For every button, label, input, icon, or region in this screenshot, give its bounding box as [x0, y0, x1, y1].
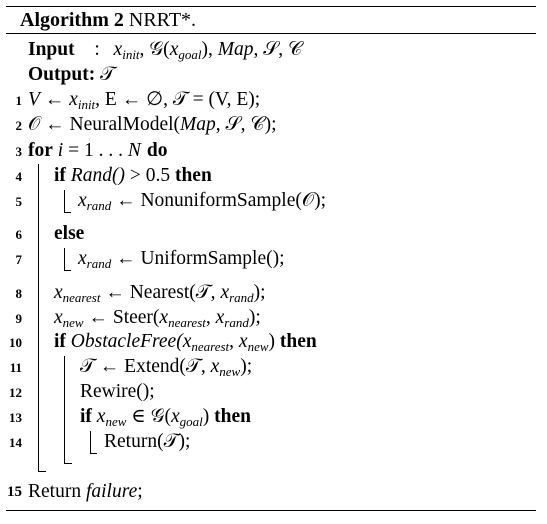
- line-number: 15: [7, 484, 22, 500]
- sub-nearest: nearest: [168, 315, 206, 330]
- close-paren: );: [248, 307, 261, 328]
- kw-then: then: [279, 331, 317, 352]
- input-sets: , 𝒮, 𝒞: [253, 39, 303, 60]
- var-i: i: [52, 140, 64, 161]
- input-goal-set: , 𝒢(: [139, 39, 170, 60]
- input-sep-2: ),: [201, 39, 218, 60]
- var-x: x: [54, 307, 63, 328]
- var-v: V: [28, 89, 40, 110]
- output-value: 𝒯: [100, 64, 115, 85]
- sub-init: init: [77, 97, 96, 112]
- sub-new: new: [219, 364, 241, 379]
- fn-rand: Rand(): [65, 165, 125, 186]
- line-number: 5: [15, 194, 22, 209]
- else-block-bar: [64, 248, 65, 270]
- arrow: ←: [39, 89, 70, 110]
- line-number: 13: [9, 410, 22, 425]
- range: = 1 . . .: [63, 140, 128, 161]
- input-label: Input: [28, 39, 75, 60]
- compare: > 0.5: [124, 165, 175, 186]
- kw-if: if: [54, 165, 66, 186]
- algorithm-name: NRRT*.: [128, 9, 197, 31]
- input-x-goal: x: [169, 39, 179, 60]
- var-x: x: [182, 331, 192, 352]
- semicolon: ;: [137, 481, 143, 502]
- line-number: 2: [15, 118, 22, 133]
- obstacle-free-fn: ObstacleFree(: [65, 331, 183, 352]
- close-paren: );: [240, 356, 253, 377]
- line-number: 9: [15, 311, 22, 326]
- line-number: 6: [15, 227, 22, 242]
- line-number: 7: [15, 252, 22, 267]
- var-x: x: [78, 190, 87, 211]
- var-o: 𝒪: [28, 114, 41, 135]
- return-tree: Return(𝒯);: [104, 431, 191, 452]
- close-paren: ): [202, 406, 215, 427]
- sub-new: new: [247, 339, 269, 354]
- in-goal: ∈ 𝒢(: [126, 406, 171, 427]
- nearest-fn: ← Nearest(𝒯,: [100, 282, 221, 303]
- obstacle-block-foot: [64, 463, 72, 464]
- close-paren: );: [253, 282, 266, 303]
- sub-rand: rand: [86, 256, 112, 271]
- var-x: x: [91, 406, 106, 427]
- sub-rand: rand: [224, 315, 249, 330]
- input-x-init-sub: init: [122, 47, 140, 62]
- line-number: 14: [9, 435, 22, 450]
- var-x: x: [69, 89, 78, 110]
- top-rule: [6, 6, 536, 7]
- line-1-rest: , E ← ∅, 𝒯 = (V, E);: [95, 89, 261, 110]
- failure-value: failure: [85, 481, 138, 502]
- var-x: x: [220, 282, 230, 303]
- uniform-sample: ← UniformSample();: [111, 248, 285, 269]
- sub-nearest: nearest: [191, 339, 230, 354]
- kw-then: then: [174, 165, 212, 186]
- title-rule: [6, 33, 536, 34]
- line-number: 11: [9, 360, 22, 375]
- var-x: x: [170, 406, 180, 427]
- nonuniform-sample: ← NonuniformSample(𝒪);: [111, 190, 327, 211]
- input-x-goal-sub: goal: [178, 47, 202, 62]
- line-number: 1: [15, 93, 22, 108]
- close-paren: ): [268, 331, 280, 352]
- input-x-init: x: [113, 39, 123, 60]
- sub-new: new: [105, 414, 127, 429]
- line-number: 8: [15, 286, 22, 301]
- kw-do: do: [146, 140, 168, 161]
- goal-block-foot: [90, 453, 97, 454]
- var-x: x: [215, 307, 225, 328]
- var-n: N: [127, 140, 141, 161]
- sub-goal: goal: [179, 414, 203, 429]
- comma: ,: [205, 307, 216, 328]
- line-2-rest: , 𝒮, 𝒞);: [215, 114, 277, 135]
- input-sep: :: [94, 39, 100, 60]
- line-number: 3: [15, 144, 22, 159]
- neural-model: ← NeuralModel(: [40, 114, 181, 135]
- bottom-rule: [6, 510, 536, 511]
- return-keyword: Return: [28, 481, 86, 502]
- line-number: 12: [9, 385, 22, 400]
- input-map: Map: [217, 39, 254, 60]
- kw-for: for: [28, 140, 53, 161]
- comma: ,: [229, 331, 239, 352]
- goal-block-bar: [90, 431, 91, 453]
- if-block-foot: [64, 212, 71, 213]
- var-x: x: [78, 248, 87, 269]
- sub-new: new: [62, 315, 84, 330]
- algorithm-title: [20, 9, 196, 31]
- var-map: Map: [180, 114, 216, 135]
- sub-rand: rand: [86, 198, 112, 213]
- line-number: 4: [15, 169, 22, 184]
- algorithm-label: Algorithm 2: [20, 9, 124, 31]
- output-label: Output:: [28, 64, 96, 85]
- obstacle-block-bar: [64, 356, 65, 463]
- for-block-foot: [38, 471, 46, 472]
- sub-nearest: nearest: [62, 290, 101, 305]
- line-number: 10: [9, 335, 22, 350]
- kw-then: then: [214, 406, 251, 427]
- for-block-bar: [38, 164, 39, 471]
- sub-rand: rand: [229, 290, 254, 305]
- var-x: x: [159, 307, 169, 328]
- var-x: x: [54, 282, 63, 303]
- kw-if: if: [54, 331, 66, 352]
- else-block-foot: [64, 270, 71, 271]
- rewire-fn: Rewire();: [80, 381, 155, 402]
- extend-fn: 𝒯 ← Extend(𝒯,: [80, 356, 211, 377]
- if-block-bar: [64, 190, 65, 212]
- steer-fn: ← Steer(: [83, 307, 160, 328]
- var-x: x: [238, 331, 248, 352]
- kw-if: if: [80, 406, 92, 427]
- kw-else: else: [54, 223, 85, 244]
- var-x: x: [210, 356, 220, 377]
